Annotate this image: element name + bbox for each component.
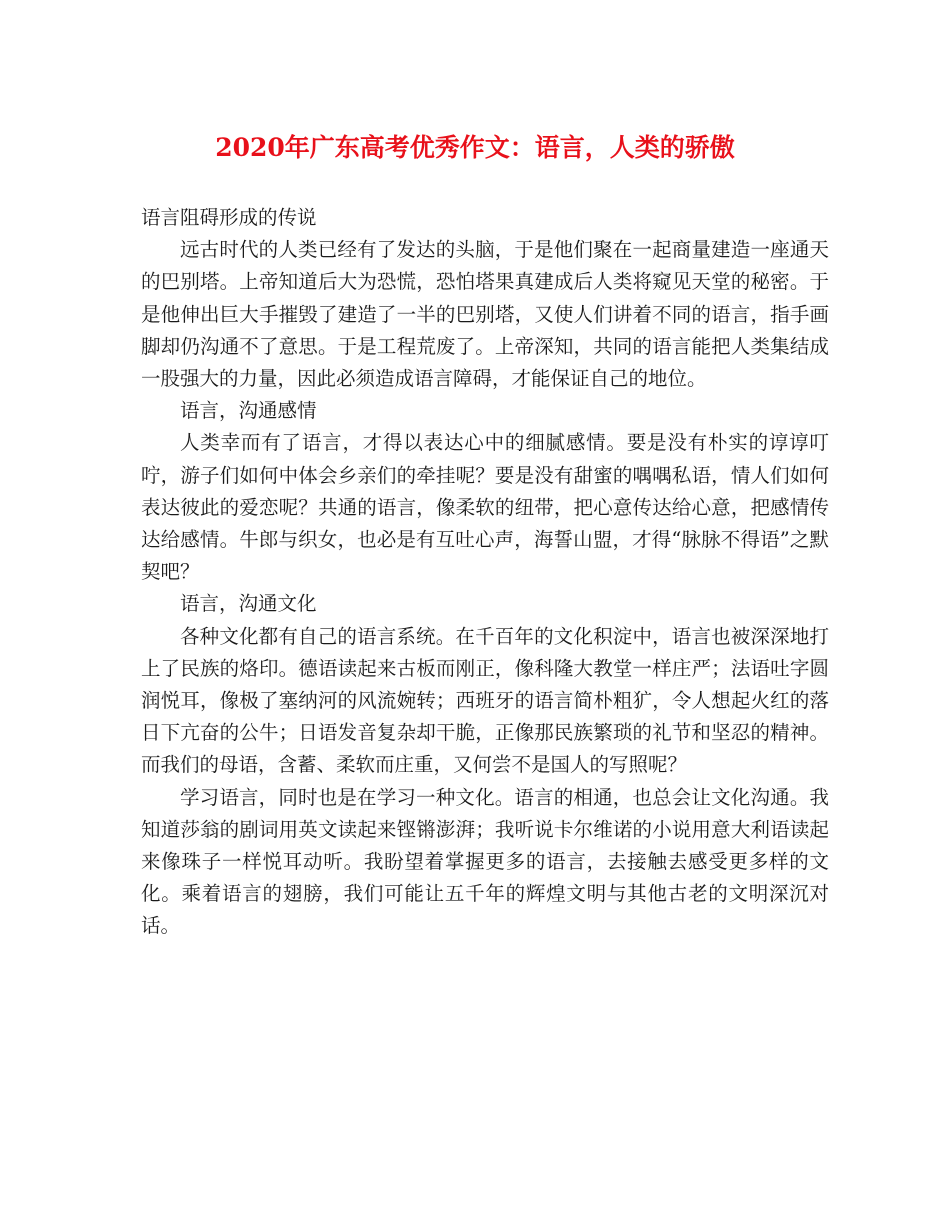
paragraph-emotion: 人类幸而有了语言，才得以表达心中的细腻感情。要是没有朴实的谆谆叮咛，游子们如何中体会乡亲们的牵挂呢？要是没有甜蜜的喁喁私语，情人们如何表达彼此的爱恋呢？共通的语言，像柔软的纽带，把心意传达给心意，把感情传达给感情。牛郎与织女，也必是有互吐心声，海誓山盟，才得“脉脉不得语”之默契吧？ xyxy=(141,431,829,584)
section-heading-emotion: 语言，沟通感情 xyxy=(180,399,317,423)
section-heading-legend: 语言阻碍形成的传说 xyxy=(141,206,317,229)
paragraph-babel-tower: 远古时代的人类已经有了发达的头脑，于是他们聚在一起商量建造一座通天的巴别塔。上帝知道后大为恐慌，恐怕塔果真建成后人类将窥见天堂的秘密。于是他伸出巨大手摧毁了建造了一半的巴别塔，又使人们讲着不同的语言，指手画脚却仍沟通不了意思。于是工程荒废了。上帝深知，共同的语言能把人类集结成一股强大的力量，因此必须造成语言障碍，才能保证自己的地位。 xyxy=(141,238,829,391)
document-body xyxy=(141,202,829,943)
document-title: 2020年广东高考优秀作文：语言，人类的骄傲 xyxy=(215,133,735,162)
paragraph-learning-language: 学习语言，同时也是在学习一种文化。语言的相通，也总会让文化沟通。我知道莎翁的剧词用英文读起来铿锵澎湃；我听说卡尔维诺的小说用意大利语读起来像珠子一样悦耳动听。我盼望着掌握更多的语言，去接触去感受更多样的文化。乘着语言的翅膀，我们可能让五千年的辉煌文明与其他古老的文明深沉对话。 xyxy=(141,785,829,938)
paragraph-culture: 各种文化都有自己的语言系统。在千百年的文化积淀中，语言也被深深地打上了民族的烙印。德语读起来古板而刚正，像科隆大教堂一样庄严；法语吐字圆润悦耳，像极了塞纳河的风流婉转；西班牙的语言简朴粗犷，令人想起火红的落日下亢奋的公牛；日语发音复杂却干脆，正像那民族繁琐的礼节和坚忍的精神。而我们的母语，含蓄、柔软而庄重，又何尝不是国人的写照呢？ xyxy=(141,624,829,777)
section-heading-culture: 语言，沟通文化 xyxy=(180,592,317,616)
